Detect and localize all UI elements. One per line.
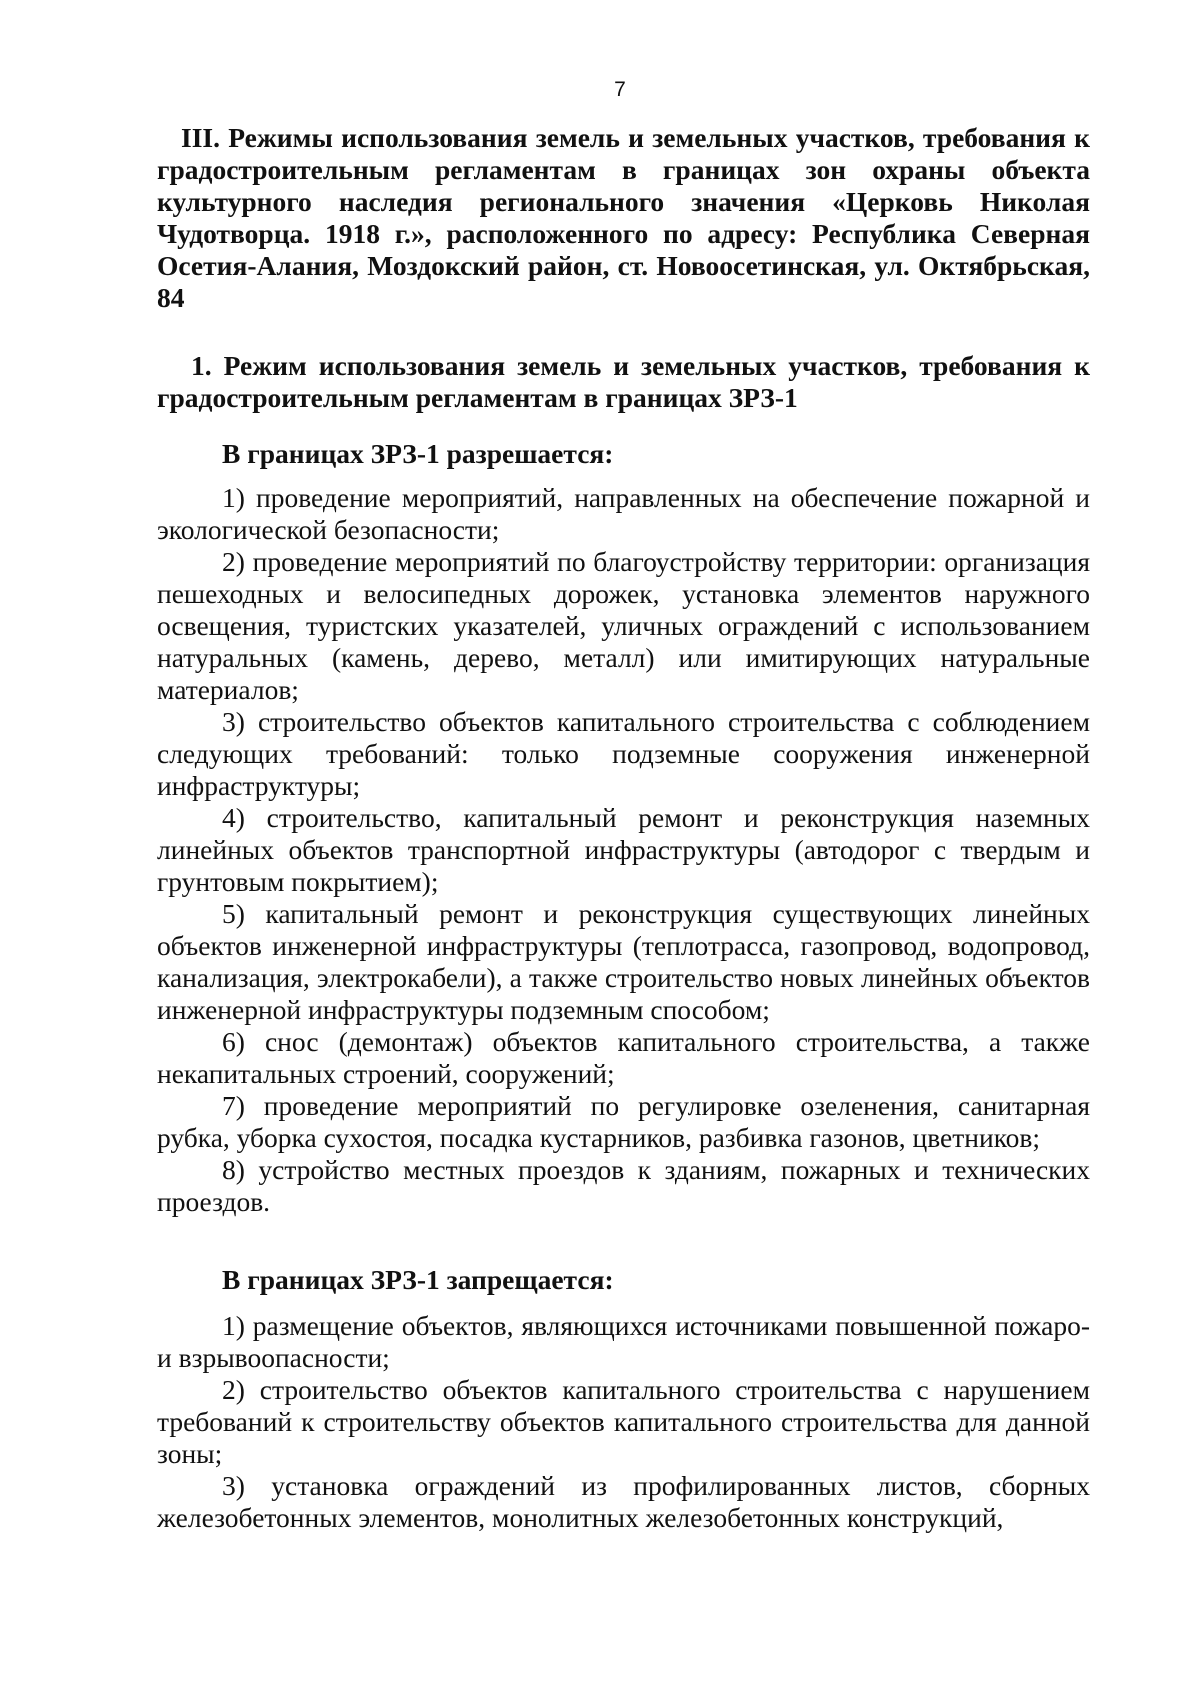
list-item: 3) установка ограждений из профилированных листов, сборных железобетонных элементов, монолитных железобетонных конструкций, <box>157 1470 1090 1533</box>
section-title: III. Режимы использования земель и земельных участков, требования к градостроительным регламентам в границах зон охраны объекта культурного наследия регионального значения «Церковь Николая Чудотворца. 1918 г.», расположенного по адресу: Республика Северная Осетия-Алания, Моздокский район, ст. Новоосетинская, ул. Октябрьская, 84 <box>157 122 1090 313</box>
list-item: 4) строительство, капитальный ремонт и реконструкция наземных линейных объектов транспортной инфраструктуры (автодорог с твердым и грунтовым покрытием); <box>157 802 1090 897</box>
list-item: 1) размещение объектов, являющихся источниками повышенной пожаро- и взрывоопасности; <box>157 1310 1090 1373</box>
prohibited-heading: В границах ЗРЗ-1 запрещается: <box>222 1264 614 1295</box>
page-number: 7 <box>614 78 626 101</box>
list-item: 5) капитальный ремонт и реконструкция существующих линейных объектов инженерной инфраструктуры (теплотрасса, газопровод, водопровод, канализация, электрокабели), а также строительство новых линейных объектов инженерной инфраструктуры подземным способом; <box>157 898 1090 1025</box>
page-content <box>157 122 1090 1534</box>
subsection-title: 1. Режим использования земель и земельных участков, требования к градостроительным регламентам в границах ЗРЗ-1 <box>157 350 1090 413</box>
list-item: 8) устройство местных проездов к зданиям, пожарных и технических проездов. <box>157 1154 1090 1217</box>
list-item: 1) проведение мероприятий, направленных на обеспечение пожарной и экологической безопасности; <box>157 482 1090 545</box>
prohibited-list <box>157 1310 1090 1534</box>
list-item: 7) проведение мероприятий по регулировке озеленения, санитарная рубка, уборка сухостоя, посадка кустарников, разбивка газонов, цветников; <box>157 1090 1090 1153</box>
list-item: 3) строительство объектов капитального строительства с соблюдением следующих требований: только подземные сооружения инженерной инфраструктуры; <box>157 706 1090 801</box>
allowed-list <box>157 482 1090 1218</box>
allowed-heading: В границах ЗРЗ-1 разрешается: <box>222 438 614 469</box>
list-item: 2) строительство объектов капитального строительства с нарушением требований к строительству объектов капитального строительства для данной зоны; <box>157 1374 1090 1469</box>
list-item: 6) снос (демонтаж) объектов капитального строительства, а также некапитальных строений, сооружений; <box>157 1026 1090 1089</box>
list-item: 2) проведение мероприятий по благоустройству территории: организация пешеходных и велосипедных дорожек, установка элементов наружного освещения, туристских указателей, уличных ограждений с использованием натуральных (камень, дерево, металл) или имитирующих натуральные материалов; <box>157 546 1090 705</box>
